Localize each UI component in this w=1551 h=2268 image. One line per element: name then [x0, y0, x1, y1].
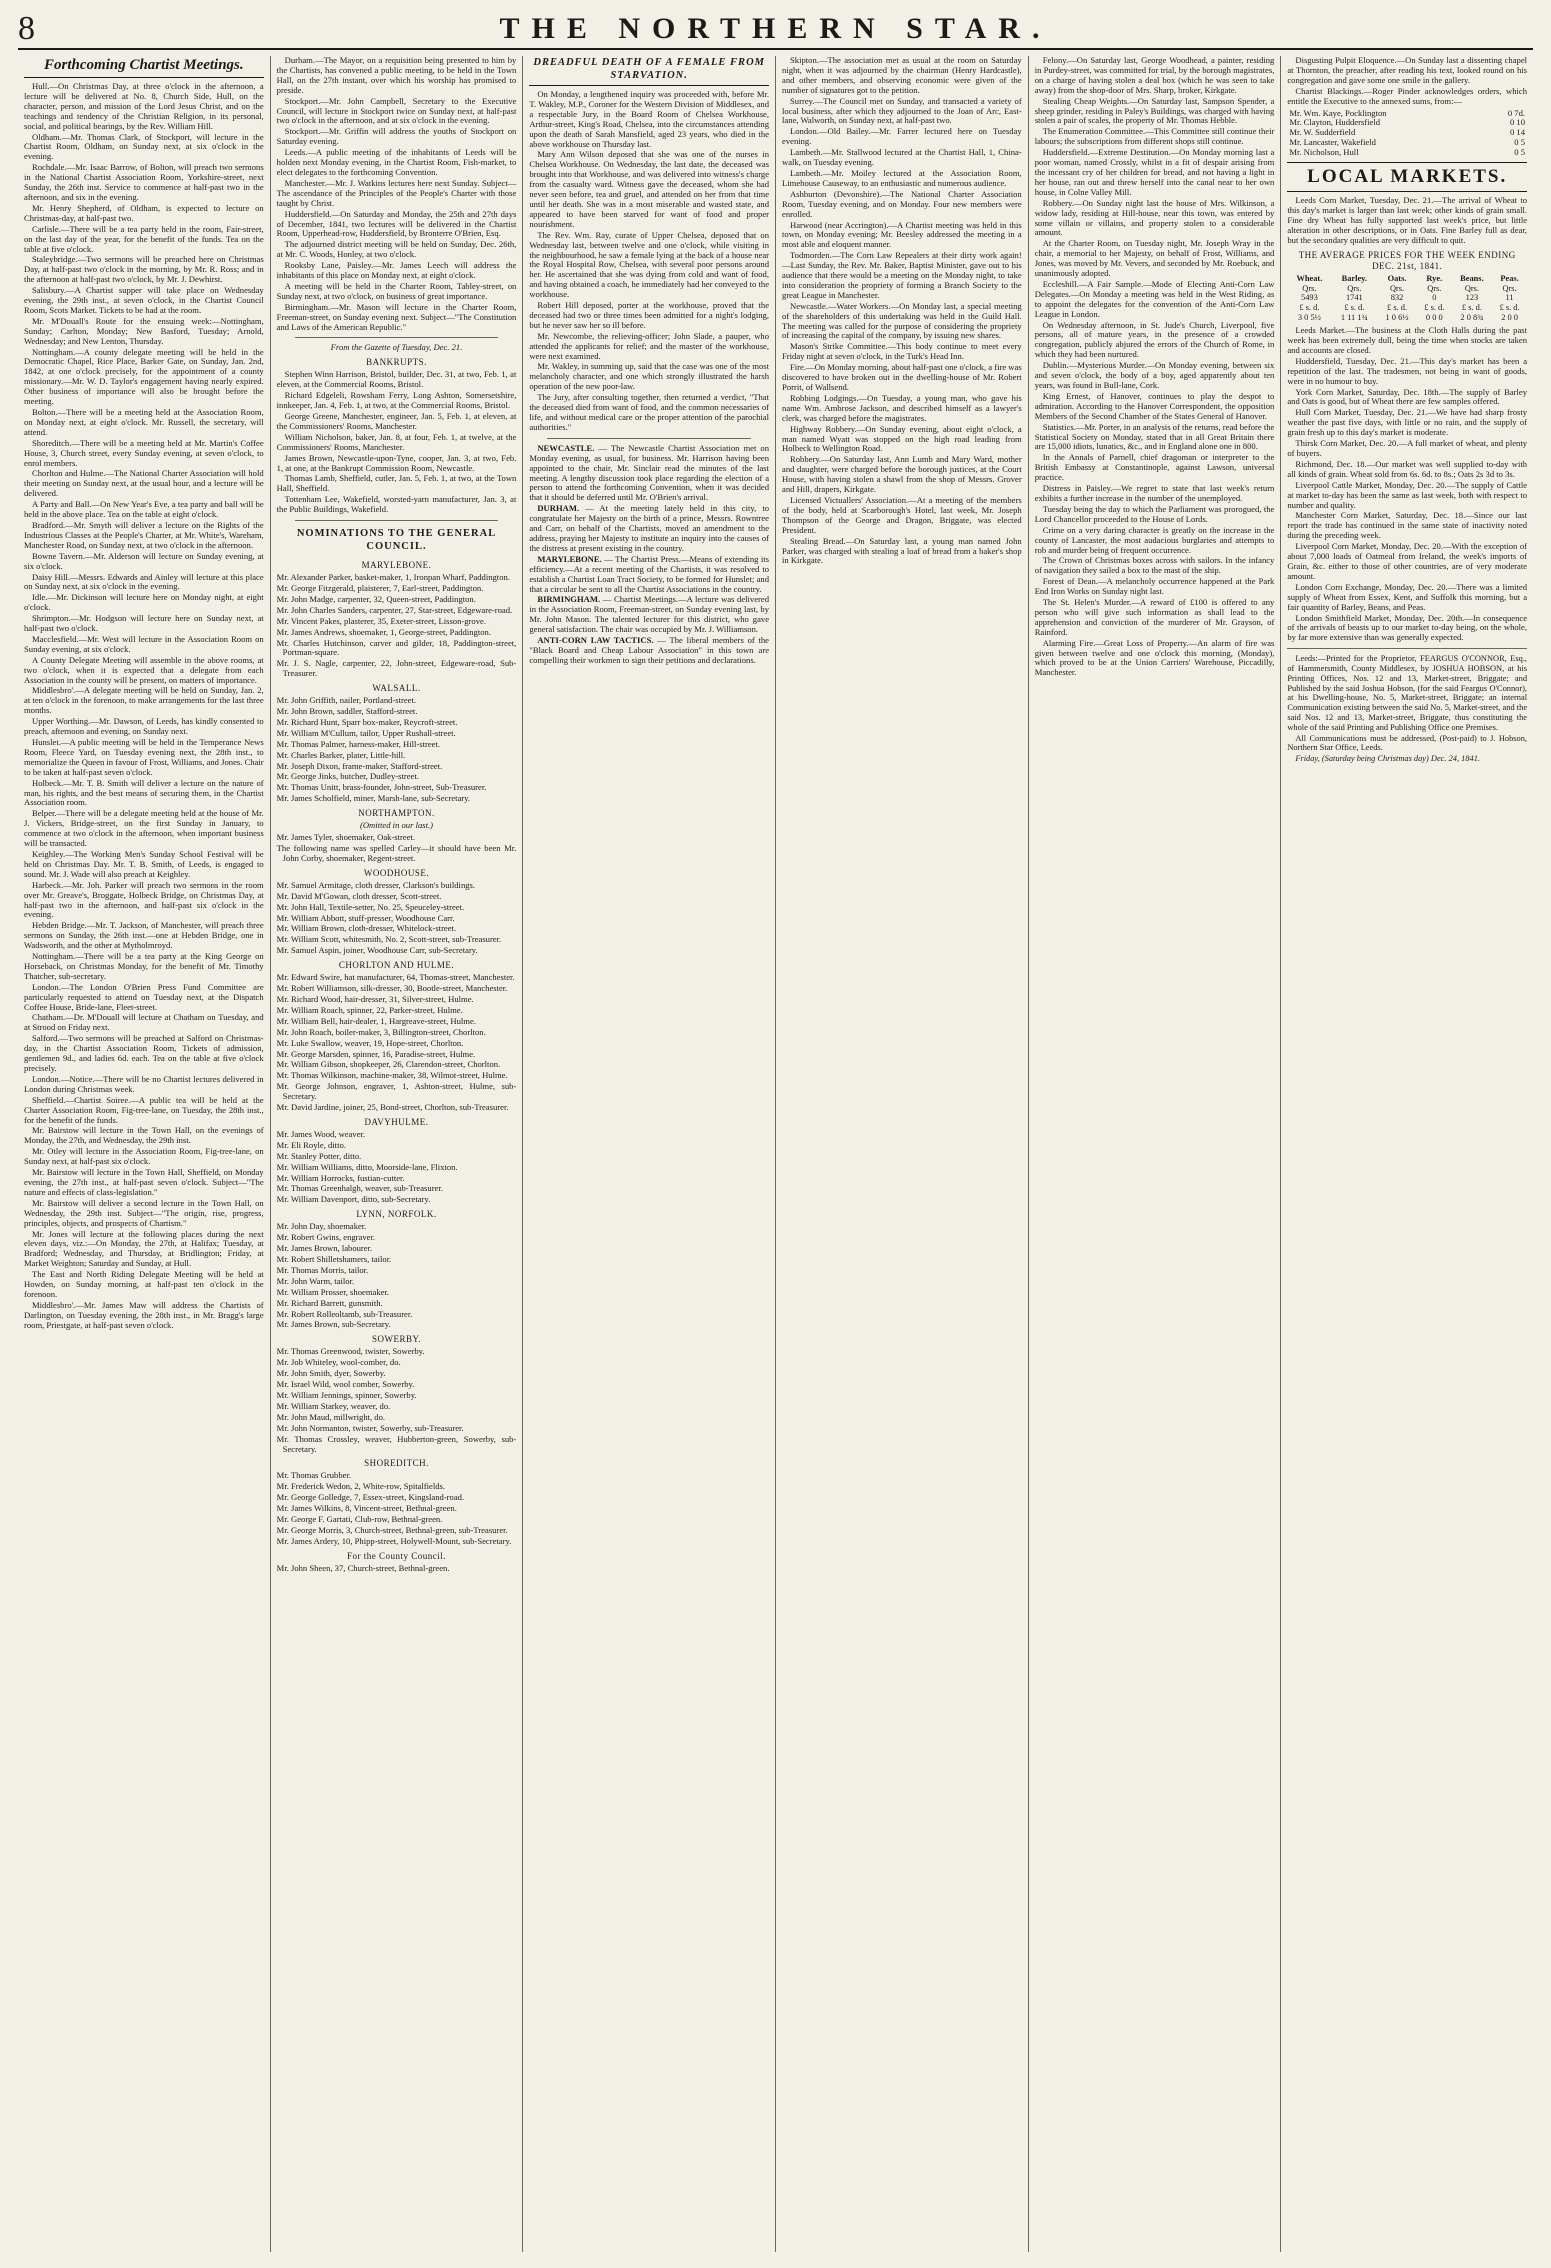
nomination-entry: Mr. William Williams, ditto, Moorside-lane, Flixton. [276, 1161, 458, 1172]
meeting-notice: Middlesbro'.—Mr. James Maw will address the Chartists of Darlington, on Tuesday evening, the 28th inst., in Mr. Bragg's large room, Priestgate, at half-past seven o'clock. [24, 1299, 264, 1330]
averages-cell: 123 [1465, 293, 1479, 303]
column-4 [775, 56, 1028, 2252]
nomination-place: SOWERBY. [371, 1334, 422, 1345]
meeting-notice: Middlesbro'.—A delegate meeting will be held on Sunday, Jan. 2, at ten o'clock in the forenoon, to make arrangements for the last three months. [24, 685, 264, 716]
averages-cell: Rye. [1426, 273, 1443, 283]
nomination-entry: Mr. Thomas Morris, tailor. [276, 1264, 369, 1275]
nomination-entry: Mr. William Roach, spinner, 22, Parker-street, Hulme. [276, 1004, 463, 1015]
news-item: Harwood (near Accrington).—A Chartist meeting was held in this town, on Monday evening; Mr. Beesley addressed the meeting in a most able and eloquent manner. [782, 219, 1022, 250]
nomination-entry: Mr. Richard Hunt, Sparr box-maker, Reycroft-street. [276, 716, 458, 727]
news-item: Robbery.—On Saturday last, Ann Lumb and Mary Ward, mother and daughter, were charged before the borough justices, at the Court House, with having stolen a shawl from the shop of Messrs. Grover and Hill, drapers, Kirkgate. [782, 454, 1022, 495]
news-item: Forest of Dean.—A melancholy occurrence happened at the Park End Iron Works on Sunday night last. [1034, 576, 1275, 597]
averages-cell: 11 [1505, 293, 1514, 303]
news-item: Felony.—On Saturday last, George Woodhead, a painter, residing in Purdey-street, was committed for trial, by the borough magistrates, on a charge of having stolen a deal box (which he was seen to take away) from the shop-door of Mrs. Sharp, broker, Kirkgate. [1034, 56, 1275, 95]
averages-cell: £ s. d. [1299, 303, 1320, 313]
news-item: Chartist Blackings.—Roger Pinder acknowledges orders, which entitle the Executive to the annexed sums, from:— [1287, 85, 1528, 106]
meeting-notice: Bolton.—There will be a meeting held at the Association Room, on Monday next, at eight o'clock. Mr. Russell, the secretary, will attend. [24, 407, 264, 437]
imprint: Leeds:—Printed for the Proprietor, FEARGUS O'CONNOR, Esq., of Hammersmith, County Middlesex, by JOSHUA HOBSON, at his Printing Offices, Nos. 12 and 13, Market-street, Briggate; and Published by the said Joshua Hobson, (for the said Feargus O'Connor), at his Dwelling-house, No. 5, Market-street, Briggate; an internal Communication existing between the said No. 5, Market-street, and the said Nos. 12 and 13, Market-street, Briggate, thus constituting the whole of the said Printing and Publishing Office one Premises. [1287, 654, 1528, 732]
news-item: Eccleshill.—A Fair Sample.—Mode of Electing Anti-Corn Law Delegates.—On Monday a meeting was held in the West Riding, as to appoint the delegates for the convention of the Anti-Corn Law League in London. [1034, 278, 1275, 319]
district-text: At the meeting lately held in this city, to congratulate her Majesty on the birth of a prince, Messrs. Rowntree and Carr, on behalf of the Chartists, moved an amendment to the address, praying her Majesty to institute an inquiry into the causes of the distress at present existing in the country. [529, 503, 770, 553]
averages-cell: 1 11 1¾ [1340, 313, 1368, 323]
starvation-article [529, 90, 769, 433]
meeting-notice: The adjourned district meeting will be held on Sunday, Dec. 26th, at Mr. C. Woods, Honley, at two o'clock. [276, 239, 517, 260]
meeting-notice: Mr. Henry Shepherd, of Oldham, is expected to lecture on Christmas-day, at half-past two. [24, 202, 264, 223]
meeting-notice: Manchester.—Mr. J. Watkins lectures here next Sunday. Subject—The ascendance of the Principles of the People's Charter with those taught by Christ. [276, 177, 517, 208]
news-item: Robbery.—On Sunday night last the house of Mrs. Wilkinson, a widow lady, residing at Hill-house, near this town, was entered by some villain or villains, and property stolen to a considerable amount. [1034, 197, 1275, 238]
article-paragraph: Robert Hill deposed, porter at the workhouse, proved that the deceased had two or three times been admitted for a night's lodging, but he never saw her so ill before. [529, 300, 770, 330]
market-report: Leeds Market.—The business at the Cloth Halls during the past week has been extremely dull, being the time when stocks are taken and accounts are closed. [1287, 325, 1528, 355]
nomination-entry: Mr. Israel Wild, wool comber, Sowerby. [276, 1379, 415, 1390]
district-text: Chartist Meetings.—A lecture was delivered in the Association Room, Freeman-street, on Sunday evening last, by Mr. John Mason. The talented lecturer for this district, who gave general satisfaction. The chair was occupied by Mr. J. Williamson. [529, 594, 770, 635]
nomination-entry: Mr. George Marsden, spinner, 16, Paradise-street, Hulme. [276, 1048, 476, 1059]
meeting-notice: The East and North Riding Delegate Meeting will be held at Howden, on Sunday morning, at half-past ten o'clock in the forenoon. [24, 1269, 264, 1299]
imprint-date: Friday, (Saturday being Christmas day) Dec. 24, 1841. [1295, 754, 1480, 764]
nomination-entry: Mr. Stanley Potter, ditto. [276, 1150, 362, 1161]
averages-row [1287, 293, 1527, 303]
meeting-notice: London.—Notice.—There will be no Chartist lectures delivered in London during Christmas week. [24, 1073, 264, 1094]
news-item: The St. Helen's Murder.—A reward of £100 is offered to any person who will give such information as shall lead to the apprehension and conviction of the murderer of Mr. Grayson, of Rainford. [1034, 597, 1275, 637]
nomination-entry: The following name was spelled Carley—it should have been Mr. John Corby, shoemaker, Regent-street. [276, 843, 517, 863]
nomination-entry: Mr. James Tyler, shoemaker, Oak-street. [276, 832, 416, 843]
bankrupt-entry: Thomas Lamb, Sheffield, cutler, Jan. 5, Feb. 1, at two, at the Town Hall, Sheffield. [276, 473, 517, 494]
nomination-entry: Mr. Joseph Dixon, frame-maker, Stafford-street. [276, 760, 443, 771]
news-item: Skipton.—The association met as usual at the room on Saturday night, when it was adjourned by the chairman (Henry Hardcastle), and other members, and observing economic were given of the number of signatures got to the petition. [782, 56, 1022, 95]
nomination-entry: Mr. Richard Barrett, gunsmith. [276, 1297, 383, 1308]
averages-cell: £ s. d. [1499, 303, 1520, 313]
meeting-notice: Shrimpton.—Mr. Hodgson will lecture here on Sunday next, at half-past two o'clock. [24, 613, 264, 634]
meeting-notice: Nottingham.—There will be a tea party at the King George on Horseback, on Christmas Monday, for the benefit of Mr. Timothy Thatcher, sub-secretary. [24, 951, 264, 981]
meeting-notice: London.—The London O'Brien Press Fund Committee are particularly requested to attend on Tuesday next, at the Dispatch Coffee House, Bride-lane, Fleet-street. [24, 981, 264, 1012]
subscription-amount: 0 10 [1509, 117, 1526, 128]
nomination-entry: Mr. James Brown, labourer. [276, 1243, 373, 1254]
divider [1287, 648, 1527, 649]
meeting-notice: Salisbury.—A Chartist supper will take place on Wednesday evening, the 29th inst., at seven o'clock, in the Chartist Council Room, Scots Market. Tickets to be had at the room. [24, 285, 264, 315]
averages-cell: 2 0 0 [1501, 313, 1518, 323]
averages-cell: Oats. [1387, 273, 1407, 283]
meeting-notice: Idle.—Mr. Dickinson will lecture here on Monday night, at eight o'clock. [24, 592, 264, 613]
news-item: Mason's Strike Committee.—This body continue to meet every Friday night at seven o'clock, in the Turk's Head Inn. [782, 341, 1022, 362]
nomination-entry: Mr. Charles Barker, plater, Little-hill. [276, 749, 406, 760]
leeds-corn-report: Leeds Corn Market, Tuesday, Dec. 21.—The arrival of Wheat to this day's market is larger than last week; other kinds of grain small. Fine dry Wheat has fully supported last week's price, but little alteration in other descriptions, or in Oats. Fine Barley full as dear, but the secondary qualities are very difficult to quit. [1287, 195, 1528, 245]
bankrupt-entry: William Nicholson, baker, Jan. 8, at four, Feb. 1, at twelve, at the Commissioners' Rooms, Manchester. [276, 431, 517, 452]
nomination-entry: Mr. Thomas Greenhalgh, weaver, sub-Treasurer. [276, 1183, 443, 1194]
nomination-entry: Mr. George Jinks, butcher, Dudley-street. [276, 771, 419, 782]
averages-row [1287, 284, 1527, 294]
meeting-notice: Rooksby Lane, Paisley.—Mr. James Leech will address the inhabitants of this place on Monday next, at eight o'clock. [276, 260, 517, 281]
nomination-entry: Mr. John Normanton, twister, Sowerby, sub-Treasurer. [276, 1422, 464, 1433]
news-item: Ashburton (Devonshire).—The National Charter Association Room, Tuesday evening, and on Monday. Four new members were enrolled. [782, 188, 1022, 219]
district-reports [529, 444, 769, 666]
nomination-place: MARYLEBONE. [361, 560, 432, 571]
meeting-notice: Chatham.—Dr. M'Douall will lecture at Chatham on Tuesday, and at Strood on Friday next. [24, 1012, 264, 1033]
nomination-entry: Mr. Richard Wood, hair-dresser, 31, Silver-street, Hulme. [276, 993, 474, 1004]
meeting-notice: Oldham.—Mr. Thomas Clark, of Stockport, will lecture in the Chartist Room, Oldham, on Sunday next, at six o'clock in the evening. [24, 131, 264, 162]
averages-cell: Qrs. [1347, 283, 1362, 293]
meeting-notice: Bowne Tavern.—Mr. Alderson will lecture on Sunday evening, at six o'clock. [24, 550, 264, 571]
district-report: BIRMINGHAM. — Chartist Meetings.—A lecture was delivered in the Association Room, Freeman-street, on Sunday evening last, by Mr. John Mason. The talented lecturer for this district, who gave general satisfaction. The chair was occupied by Mr. J. Williamson. [529, 594, 770, 635]
article-paragraph: Mr. Wakley, in summing up, said that the case was one of the most melancholy character, and one which strongly illustrated the harsh operation of the new poor-law. [529, 361, 770, 392]
nomination-entry: Mr. William Abbott, stuff-presser, Woodhouse Carr. [276, 912, 455, 923]
bankrupt-entry: Richard Edgeleli, Rowsham Ferry, Long Ashton, Somersetshire, innkeeper, Jan. 4, Feb. 1, at two, at the Commercial Rooms, Bristol. [276, 390, 517, 411]
meeting-notice: Staleybridge.—Two sermons will be preached here on Christmas Day, at half-past two o'clock in the morning, by Mr. R. Ross; and in the afternoon at half-past two o'clock, by Mr. J. Dewhirst. [24, 254, 264, 285]
averages-cell: 1741 [1345, 293, 1363, 303]
averages-cell: 5493 [1301, 293, 1318, 303]
nomination-entry: Mr. John Sheen, 37, Church-street, Bethnal-green. [276, 1562, 450, 1573]
news-item: At the Charter Room, on Tuesday night, Mr. Joseph Wray in the chair, a memorial to her Majesty, on behalf of Frost, Williams, and Jones, was moved by Mr. Vevers, and seconded by Mr. Roebuck, and unanimously adopted. [1034, 238, 1275, 279]
averages-row [1287, 313, 1527, 323]
news-item: Crime on a very daring character is greatly on the increase in the county of Lancaster, the most audacious burglaries and attempts to rob and murder being of frequent occurrence. [1034, 524, 1275, 555]
meeting-notice: Mr. Jones will lecture at the following places during the next eleven days, viz.:—On Monday, the 27th, at Halifax; Tuesday, at Bradford; Wednesday, and Thursday, at Bridlington; Friday, at Market Weighton; Saturday and Sunday, at Hull. [24, 1228, 264, 1269]
nomination-entry: Mr. James Wood, weaver. [276, 1128, 366, 1139]
nominations-heading: NOMINATIONS TO THE GENERAL COUNCIL. [296, 528, 497, 553]
district-text: The Newcastle Chartist Association met on Monday evening, as usual, for business. Mr. Harrison having been appointed to the chair, Mr. Sinclair read the minutes of the last meeting. A lengthy discussion took place regarding the election of a person to attend the forthcoming Convention, when it was decided that it should be deferred until Mr. O'Brien's arrival. [529, 442, 770, 503]
news-item: Alarming Fire.—Great Loss of Property.—An alarm of fire was given between twelve and one o'clock this morning, (Monday), which proved to be at the Union Carriers' Warehouse, Piccadilly, Manchester. [1034, 637, 1275, 678]
meeting-notice: Birmingham.—Mr. Mason will lecture in the Charter Room, Freeman-street, on Sunday evening next. Subject—"The Constitution and Laws of the American Republic." [276, 301, 517, 332]
nomination-entry: Mr. John Maud, millwright, do. [276, 1411, 386, 1422]
article-paragraph: The Rev. Wm. Ray, curate of Upper Chelsea, deposed that on Wednesday last, between twelve and one o'clock, while visiting in the neighbourhood, he saw a female lying at the back of a house near the Royal Hospital Row, Chelsea, with several poor persons around her. He ascertained that she was dying from cold and want of food, and having obtained a coach, he immediately had her conveyed to the workhouse. [529, 229, 770, 300]
meetings-list [24, 82, 264, 1331]
market-report: London Smithfield Market, Monday, Dec. 20th.—In consequence of the arrivals of beasts up to our market to-day being, on the whole, by far more extensive than was generally expected. [1287, 612, 1528, 643]
averages-cell: Qrs. [1389, 283, 1405, 293]
masthead [18, 10, 1533, 50]
nomination-entry: Mr. Thomas Grubber. [276, 1470, 351, 1481]
market-report: Thirsk Corn Market, Dec. 20.—A full market of wheat, and plenty of buyers. [1287, 438, 1528, 458]
article-paragraph: On Monday, a lengthened inquiry was proceeded with, before Mr. T. Wakley, M.P., Coroner for the Western Division of Middlesex, and a respectable Jury, in the Board Room of Chelsea Workhouse, Arthur-street, King's Road, Chelsea, into the circumstances attending upon the death of Sarah Mansfield, aged 23 years, who died in the above workhouse on Thursday last. [529, 89, 770, 149]
subscription-amount: 0 5 [1514, 137, 1526, 148]
averages-row [1287, 274, 1527, 284]
divider [295, 520, 499, 521]
meeting-notice: Chorlton and Hulme.—The National Charter Association will hold their meeting on Sunday next, at the usual hour, and a lecture will be delivered. [24, 468, 264, 499]
news-item: Todmorden.—The Corn Law Repealers at their dirty work again!—Last Sunday, the Rev. Mr. Baker, Baptist Minister, gave out to his audience that there would be a meeting on the Monday night, to take into consideration the propriety of forming a Branch Society to the great League in Manchester. [782, 250, 1022, 300]
meeting-notice: A County Delegate Meeting will assemble in the above rooms, at two o'clock, when it is expected that a delegate from each Association in the county will be present, on matters of importance. [24, 654, 264, 685]
news-item: Fire.—On Monday morning, about half-past one o'clock, a fire was discovered to have broken out in the dwelling-house of Mr. Robert Porrit, of Wallsend. [782, 362, 1022, 392]
nomination-entry: Mr. Robert Shilletshamers, tailor. [276, 1254, 392, 1264]
subscription-amount: 0 5 [1514, 147, 1526, 158]
news-item: Newcastle.—Water Workers.—On Monday last, a special meeting of the shareholders of this undertaking was held in the Guild Hall. The meeting was called for the purpose of considering the propriety of increasing the capital of the company, by issuing new shares. [782, 300, 1022, 341]
market-report: Richmond, Dec. 18.—Our market was well supplied to-day with all kinds of grain. Wheat sold from 6s. 6d. to 8s.; Oats 2s 3d to 3s. [1287, 458, 1528, 479]
nomination-place: NORTHAMPTON. [358, 808, 435, 819]
averages-cell: Peas. [1500, 273, 1519, 283]
meeting-notice: Harbeck.—Mr. Joh. Parker will preach two sermons in the room over Mr. Greave's, Broggate, Holbeck Bridge, on Christmas Day, at half-past two in the afternoon, and half-past six o'clock in the evening. [24, 879, 264, 920]
nomination-entry: Mr. John Day, shoemaker. [276, 1221, 367, 1232]
nomination-entry: Mr. Thomas Greenwood, twister, Sowerby. [276, 1346, 425, 1357]
meeting-notice: Keighley.—The Working Men's Sunday School Festival will be held on Christmas Day. Mr. T. B. Smith, of Leeds, is engaged to sound. Mr. J. Wade will also preach at Keighley. [24, 848, 264, 879]
market-report: York Corn Market, Saturday, Dec. 18th.—The supply of Barley and Oats is good, but of Wheat there are few samples offered. [1287, 386, 1528, 407]
market-report: Hull Corn Market, Tuesday, Dec. 21.—We have had sharp frosty weather the past five days, with little or no rain, and the supply of grain fresh up to this day's market is moderate. [1287, 407, 1528, 438]
starvation-heading: DREADFUL DEATH OF A FEMALE FROM STARVATION. [529, 56, 769, 86]
averages-cell: Beans. [1460, 273, 1484, 283]
nomination-entry: Mr. J. S. Nagle, carpenter, 22, John-street, Edgeware-road, Sub-Treasurer. [276, 658, 517, 679]
averages-cell: 3 0 5½ [1297, 313, 1321, 323]
news-item: London.—Old Bailey.—Mr. Farrer lectured here on Tuesday evening. [782, 126, 1022, 147]
nomination-entry: Mr. John Brown, saddler, Stafford-street. [276, 706, 418, 717]
nomination-entry: Mr. George Johnson, engraver, 1, Ashton-street, Hulme, sub-Secretary. [276, 1081, 517, 1102]
subscriber-name: Mr. Nicholson, Hull [1289, 147, 1359, 158]
news-item: Distress in Paisley.—We regret to state that last week's return exhibits a further increase in the number of the unemployed. [1034, 483, 1275, 503]
nomination-entry: Mr. William Starkey, weaver, do. [276, 1400, 391, 1411]
averages-cell: 2 0 8¾ [1460, 313, 1484, 323]
news-item: King Ernest, of Hanover, continues to play the despot to admiration. According to the Hanover Correspondent, the opposition Members of the Second Chamber of the States General of Hanover. [1034, 390, 1275, 421]
averages-cell: £ s. d. [1424, 303, 1445, 313]
nomination-entry: Mr. John Hall, Textile-setter, No. 25, Speuceley-street. [276, 901, 465, 912]
news-item: Stealing Bread.—On Saturday last, a young man named John Parker, was charged with stealing a loaf of bread from a baker's shop in Kirkgate. [782, 535, 1022, 566]
subscription-amount: 0 7d. [1507, 107, 1526, 118]
news-item: Tuesday being the day to which the Parliament was prorogued, the Lord Chancellor proceeded to the House of Lords. [1034, 503, 1275, 524]
divider [295, 337, 499, 338]
nomination-entry: Mr. George Morris, 3, Church-street, Bethnal-green, sub-Treasurer. [276, 1524, 508, 1535]
nomination-footer: For the County Council. [347, 1550, 446, 1561]
meeting-notice: Leeds.—A public meeting of the inhabitants of Leeds will be holden next Monday evening, in the Chartist Room, Fish-market, to elect delegates to the forthcoming Convention. [276, 147, 517, 177]
nomination-entry: Mr. James Andrews, shoemaker, 1, George-street, Paddington. [276, 626, 491, 637]
column-1 [18, 56, 270, 2252]
averages-cell: £ s. d. [1461, 303, 1482, 313]
nomination-entry: Mr. William Davenport, ditto, sub-Secretary. [276, 1194, 431, 1205]
nomination-entry: Mr. James Scholfield, miner, Marsh-lane, sub-Secretary. [276, 793, 471, 804]
nomination-place: WALSALL. [372, 683, 421, 694]
nomination-entry: Mr. Alexander Parker, basket-maker, 1, Ironpan Wharf, Paddington. [276, 572, 510, 583]
meeting-notice: Stockport.—Mr. John Campbell, Secretary to the Executive Council, will lecture in Stockport twice on Sunday next, at half-past two o'clock in the afternoon, and at six o'clock in the evening. [276, 95, 517, 126]
news-item: Disgusting Pulpit Eloquence.—On Sunday last a dissenting chapel at Thornton, the preacher, after reading his text, looked round on his congregation and gave some one smile in the gallery. [1287, 56, 1528, 85]
meeting-notice: Mr. Otley will lecture in the Association Room, Fig-tree-lane, on Sunday next, at half-past six o'clock. [24, 1146, 264, 1167]
nomination-entry: Mr. Samuel Aspin, joiner, Woodhouse Carr, sub-Secretary. [276, 945, 478, 956]
nomination-entry: Mr. George Fitzgerald, plaisterer, 7, Earl-street, Paddington. [276, 582, 484, 593]
nomination-entry: Mr. William Scott, whitesmith, No. 2, Scott-street, sub-Treasurer. [276, 934, 502, 945]
district-name: ANTI-CORN LAW TACTICS. [537, 635, 654, 646]
district-report: ANTI-CORN LAW TACTICS. — The liberal members of the "Black Board and Cheap Labour Association" in this town are compelling their workmen to sign their petitions and declarations. [529, 635, 770, 665]
section-heading-meetings: Forthcoming Chartist Meetings. [24, 56, 264, 78]
news-item: Lambeth.—Mr. Stallwood lectured at the Chartist Hall, 1, China-walk, on Tuesday evening. [782, 147, 1022, 168]
meeting-notice: Carlisle.—There will be a tea party held in the room, Fair-street, on the last day of the year, for the benefit of the funds. Tea on the table at five o'clock. [24, 223, 264, 254]
meeting-notice: Hunslet.—A public meeting will be held in the Temperance News Room, Fleece Yard, on Tuesday evening next, the 28th inst., to memorialize the Queen in favour of Frost, Williams, and Jones. Chair to be taken at half-past seven o'clock. [24, 737, 264, 777]
meeting-notice: Shoreditch.—There will be a meeting held at Mr. Martin's Coffee House, 3, Church street, every Sunday evening, at seven o'clock, to enrol members. [24, 437, 264, 468]
meeting-notice: A Party and Ball.—On New Year's Eve, a tea party and ball will be held in the above place. Tea on the table at eight o'clock. [24, 499, 264, 520]
nomination-entry: Mr. George F. Gartati, Club-row, Bethnal-green. [276, 1514, 443, 1525]
meeting-notice: Rochdale.—Mr. Isaac Barrow, of Bolton, will preach two sermons in the National Chartist Association Room, Yorkshire-street, next Sunday, the 26th inst. Service to commence at half-past two in the afternoon, and six in the evening. [24, 162, 264, 202]
news-item: Stealing Cheap Weights.—On Saturday last, Sampson Spender, a sheep grinder, residing in Paley's Buildings, was charged with having stolen a pair of scales, the property of Mr. Thomas Hebble. [1034, 95, 1275, 126]
nomination-note: (Omitted in our last.) [359, 820, 434, 831]
subscriptions-table [1287, 109, 1527, 159]
news-item: Robbing Lodgings.—On Tuesday, a young man, who gave his name Wm. Ambrose Jackson, and described himself as a lawyer's clerk, was charged before the magistrates. [782, 392, 1022, 423]
article-paragraph: Mr. Newcombe, the relieving-officer; John Slade, a pauper, who attended the applicants for relief; and the master of the workhouse, were next examined. [529, 330, 770, 361]
meeting-notice: Huddersfield.—On Saturday and Monday, the 25th and 27th days of December, 1841, two lectures will be delivered in the Chartist Room, Upperhead-row, Huddersfield, by Bronterre O'Brien, Esq. [276, 208, 517, 239]
meeting-notice: Holbeck.—Mr. T. B. Smith will deliver a lecture on the nature of man, his rights, and the best means of securing them, in the Chartist Association room. [24, 777, 264, 808]
notices-list [277, 56, 517, 332]
nomination-entry: Mr. Robert Williamson, silk-dresser, 30, Bootle-street, Manchester. [276, 983, 508, 994]
district-report: MARYLEBONE. — The Chartist Press.—Means of extending its efficiency.—At a recent meeting of the Chartists, it was resolved to establish a Chartist Loan Tract Society, to be formed for Hunslet; and that a circular be sent to all the Chartist Associations in the country. [529, 553, 770, 594]
news-item: The Enumeration Committee.—This Committee still continue their labours; the subscriptions from different shops still continue. [1034, 126, 1275, 147]
meeting-notice: Mr. Bairstow will lecture in the Town Hall, Sheffield, on Monday evening, the 27th inst., at half-past seven o'clock. Subject—"The nature and effects of class-legislation." [24, 1167, 264, 1197]
market-report: Manchester Corn Market, Saturday, Dec. 18.—Since our last report the trade has continued in the same state of inactivity noted during the preceding week. [1287, 510, 1528, 541]
news-item: Licensed Victuallers' Association.—At a meeting of the members of the body, held at Scarborough's Hotel, last week, Mr. Joseph Thompson of the George and Dragon, Briggate, was elected President. [782, 494, 1022, 535]
averages-cell: 1 0 6½ [1385, 313, 1409, 323]
news-item: Highway Robbery.—On Sunday evening, about eight o'clock, a man named Wyatt was stopped on the high road leading from Holbeck to Wellington Road. [782, 423, 1022, 454]
nomination-entry: Mr. John Warm, tailor. [276, 1275, 355, 1286]
averages-cell: Qrs. [1427, 283, 1442, 293]
article-paragraph: Mary Ann Wilson deposed that she was one of the nurses in Chelsea Workhouse. On Wednesday, the last date, the deceased was brought into that Workhouse, and was delivered into witness's charge from the casualty ward. Witness gave the deceased, whom she had never seen before, tea and gruel, and attended on her from that time until her death. She was in a most miserable and wasted state, and appeared to have been starved for want of food and proper nourishment. [529, 149, 770, 229]
averages-cell: 0 0 0 [1425, 313, 1443, 323]
nomination-entry: Mr. David Jardine, joiner, 25, Bond-street, Chorlton, sub-Treasurer. [276, 1102, 509, 1113]
averages-heading: THE AVERAGE PRICES FOR THE WEEK ENDING DEC. 21st, 1841. [1298, 249, 1516, 271]
nomination-entry: Mr. Luke Swallow, weaver, 19, Hope-street, Chorlton. [276, 1037, 464, 1048]
nomination-entry: Mr. William Prosser, shoemaker. [276, 1286, 389, 1297]
averages-cell: Qrs. [1302, 283, 1317, 293]
nomination-entry: Mr. Thomas Crossley, weaver, Hubberton-green, Sowerby, sub-Secretary. [276, 1433, 517, 1454]
nomination-entry: Mr. Thomas Palmer, harness-maker, Hill-street. [276, 738, 441, 749]
nomination-entry: Mr. Samuel Armitage, cloth dresser, Clarkson's buildings. [276, 879, 476, 890]
local-markets-heading: LOCAL MARKETS. [1287, 162, 1527, 192]
divider [547, 438, 751, 439]
news-item: Lambeth.—Mr. Moiley lectured at the Association Room, Limehouse Causeway, to an enthusiastic and numerous audience. [782, 167, 1022, 188]
market-report: Liverpool Cattle Market, Monday, Dec. 20.—The supply of Cattle at market to-day has been the same as last week, both with respect to number and quality. [1287, 479, 1528, 510]
gazette-dateline: From the Gazette of Tuesday, Dec. 21. [330, 342, 463, 353]
nomination-entry: Mr. Robert Rolleoltamb, sub-Treasurer. [276, 1308, 413, 1319]
nomination-entry: Mr. Job Whiteley, wool-comber, do. [276, 1357, 401, 1368]
nomination-entry: Mr. William Brown, cloth-dresser, Whitelock-street. [276, 923, 457, 934]
averages-cell: Qrs. [1502, 283, 1517, 293]
district-text: The liberal members of the "Black Board and Cheap Labour Association" in this town are compelling their workmen to sign their petitions and declarations. [529, 635, 770, 665]
meeting-notice: Hull.—On Christmas Day, at three o'clock in the afternoon, a lecture will be delivered at No. 8, Church Side, Hull, on the character, person, and mission of the Lord Jesus Christ, and on the teachings and tendency of the Christian Religion, in its personal, social, and political bearings, by the Rev. William Hill. [24, 81, 264, 131]
news-item: Statistics.—Mr. Porter, in an analysis of the returns, read before the Statistical Society on Monday, stated that in all Great Britain there are 15,000 idiots, lunatics, &c., and in England alone one in 800. [1034, 421, 1275, 452]
meeting-notice: A meeting will be held in the Charter Room, Tabley-street, on Sunday next, at two o'clock, on business of great importance. [276, 280, 517, 301]
meeting-notice: Mr. Bairstow will lecture in the Town Hall, on the evenings of Monday, the 27th, and Wednesday, the 29th inst. [24, 1125, 264, 1146]
column-6 [1280, 56, 1533, 2252]
meeting-notice: Salford.—Two sermons will be preached at Salford on Christmas-day, in the Chartist Association Room, Tickets of admission, gentlemen 9d., and ladies 6d. each. Tea on the table at five o'clock precisely. [24, 1033, 264, 1073]
meeting-notice: Daisy Hill.—Messrs. Edwards and Ainley will lecture at this place on Sunday next, at six o'clock in the evening. [24, 571, 264, 592]
market-report: Liverpool Corn Market, Monday, Dec. 20.—With the exception of about 7,000 loads of Oatmeal from Ireland, the week's imports of Grain, &c. either to those of other countries, are of very moderate amount. [1287, 541, 1528, 581]
nomination-entry: Mr. Thomas Wilkinson, machine-maker, 38, Wilmot-street, Hulme. [276, 1070, 508, 1081]
subscriber-name: Mr. Wm. Kaye, Pocklington [1289, 107, 1387, 118]
news-item: Huddersfield.—Extreme Destitution.—On Monday morning last a poor woman, named Crossly, whilst in a fit of despair arising from the incessant cry of her children for bread, and not having a light in her house, ran out and threw herself into the canal near to her own house, in Colne Valley Mill. [1034, 147, 1275, 197]
market-reports [1287, 326, 1527, 643]
nomination-entry: Mr. David M'Gowan, cloth dresser, Scott-street. [276, 890, 442, 901]
bankrupt-entry: George Greene, Manchester, engineer, Jan. 5, Feb. 1, at eleven, at the Commissioners' Rooms, Manchester. [276, 411, 517, 431]
page-number: 8 [18, 10, 35, 47]
averages-cell: 832 [1390, 293, 1404, 303]
bankrupt-entry: James Brown, Newcastle-upon-Tyne, cooper, Jan. 3, at two, Feb. 1, at one, at the Bankrupt Commission Room, Newcastle. [276, 452, 517, 473]
meeting-notice: Stockport.—Mr. Griffin will address the youths of Stockport on Saturday evening. [276, 126, 517, 147]
column-3 [522, 56, 775, 2252]
bankrupts-list [277, 370, 517, 515]
market-report: Huddersfield, Tuesday, Dec. 21.—This day's market has been a repetition of the last. The tradesmen, not being in want of goods, were in no humour to buy. [1287, 355, 1528, 386]
nomination-entry: Mr. Edward Swire, hat manufacturer, 64, Thomas-street, Manchester. [276, 972, 515, 983]
averages-row [1287, 303, 1527, 313]
nomination-entry: Mr. Thomas Unitt, brass-founder, John-street, Sub-Treasurer. [276, 782, 487, 793]
nomination-entry: Mr. Robert Gwins, engraver. [276, 1232, 376, 1243]
news-item: The Crown of Christmas boxes across with sailors. In the infancy of navigation they sailed a box to the mast of the ship. [1034, 555, 1275, 576]
news-item: In the Annals of Parnell, chief dragoman or interpreter to the British Embassy at Constantinople, against Lawson, universal practice. [1034, 452, 1275, 483]
meeting-notice: Durham.—The Mayor, on a requisition being presented to him by the Chartists, has convened a public meeting, to be held in the Town Hall, on the 27th instant, over which his worship has promised to preside. [276, 56, 517, 95]
local-news-list [782, 56, 1022, 566]
columns [18, 56, 1533, 2252]
news-item: Dublin.—Mysterious Murder.—On Monday evening, between six and seven o'clock, the body of a boy, aged apparently about ten years, was found in Bull-lane, Cork. [1034, 360, 1275, 390]
subscriber-name: Mr. Clayton, Huddersfield [1289, 117, 1381, 128]
nomination-entry: Mr. John Griffith, nailer, Portland-street. [276, 695, 417, 706]
meeting-notice: Nottingham.—A county delegate meeting will be held in the Democratic Chapel, Rice Place, Barker Gate, on Sunday, Jan. 2nd, 1842, at one o'clock precisely, for the appointment of a county missionary.—Mr. W. D. Taylor's engagement having nearly expired. Other business of importance will also be brought before the meeting. [24, 346, 264, 407]
meeting-notice: Macclesfield.—Mr. West will lecture in the Association Room on Sunday evening, at six o'clock. [24, 633, 264, 654]
nomination-entry: Mr. William Gibson, shopkeeper, 26, Clarendon-street, Chorlton. [276, 1059, 501, 1070]
nomination-place: SHOREDITCH. [364, 1458, 429, 1469]
bankrupt-entry: Tottenham Lee, Wakefield, worsted-yarn manufacturer, Jan. 3, at the Public Buildings, Wakefield. [276, 494, 517, 515]
nomination-entry: Mr. William Horrocks, fustian-cutter. [276, 1172, 405, 1183]
miscellany-list [1287, 56, 1527, 107]
average-prices-table [1287, 274, 1527, 324]
nomination-entry: Mr. William M'Cullum, tailor, Upper Rushall-street. [276, 727, 456, 738]
nomination-entry: Mr. James Wilkins, 8, Vincent-street, Bethnal-green. [276, 1503, 457, 1514]
district-name: MARYLEBONE. [537, 553, 602, 564]
nomination-entry: Mr. John Smith, dyer, Sowerby. [276, 1368, 386, 1379]
averages-cell: £ s. d. [1387, 303, 1408, 313]
meeting-notice: Bradford.—Mr. Smyth will deliver a lecture on the Rights of the Industrious Classes at the People's Charter, at Mr. White's, Wareham, Manchester Road, on Sunday next, at two o'clock in the afternoon. [24, 519, 264, 550]
nomination-entry: Mr. Vincent Pakes, plasterer, 35, Exeter-street, Lisson-grove. [276, 615, 486, 626]
local-news-list-2 [1035, 56, 1275, 678]
subscriber-name: Mr. Lancaster, Wakefield [1289, 137, 1376, 148]
meeting-notice: Belper.—There will be a delegate meeting held at the house of Mr. J. Vickers, Bridge-street, on the first Sunday in January, to commence at two o'clock in the afternoon, when important business will be transacted. [24, 808, 264, 849]
nomination-place: WOODHOUSE. [363, 867, 430, 878]
district-name: NEWCASTLE. [537, 442, 595, 453]
newspaper-title: THE NORTHERN STAR. [499, 12, 1052, 45]
market-report: London Corn Exchange, Monday, Dec. 20.—There was a limited supply of Wheat from Essex, Kent, and Suffolk this morning, but a fair quantity of Barley, Beans, and Peas. [1287, 581, 1528, 612]
nominations-list [277, 560, 517, 1574]
averages-cell: Qrs. [1464, 283, 1480, 293]
news-item: Surrey.—The Council met on Sunday, and transacted a variety of local business, after which they adjourned to the Joan of Arc, East-lane, Walworth, on Sunday next, at half-past two. [782, 95, 1022, 126]
subscription-row [1287, 148, 1527, 158]
column-2 [270, 56, 523, 2252]
meeting-notice: Mr. M'Douall's Route for the ensuing week:—Nottingham, Sunday; Carlton, Monday; New Basford, Tuesday; Arnold, Wednesday; and New Lenton, Thursday. [24, 315, 264, 346]
nomination-entry: Mr. James Ardery, 10, Phipp-street, Holywell-Mount, sub-Secretary. [276, 1535, 512, 1546]
nomination-place: CHORLTON AND HULME. [338, 960, 455, 971]
nomination-entry: Mr. William Jennings, spinner, Sowerby. [276, 1389, 417, 1400]
meeting-notice: Mr. Bairstow will deliver a second lecture in the Town Hall, on Wednesday, the 29th inst. Subject—"The origin, rise, progress, principles, objects, and prospects of Chartism." [24, 1197, 264, 1228]
averages-cell: Wheat. [1296, 273, 1323, 283]
news-item: On Wednesday afternoon, in St. Jude's Church, Liverpool, five persons, all of mature years, in the presence of a crowded congregation, publicly abjured the errors of the Church of Rome, in which they had been nurtured. [1034, 319, 1275, 360]
article-paragraph: The Jury, after consulting together, then returned a verdict, "That the deceased died from want of food, and the common necessaries of life, and without medical care or the proper attention of the parochial authorities." [529, 392, 770, 432]
subscriber-name: Mr. W. Sudderfield [1289, 127, 1356, 138]
subscription-amount: 0 14 [1509, 127, 1526, 138]
nomination-entry: Mr. Eli Royle, ditto. [276, 1139, 346, 1150]
district-report: NEWCASTLE. — The Newcastle Chartist Association met on Monday evening, as usual, for business. Mr. Harrison having been appointed to the chair, Mr. Sinclair read the minutes of the last meeting. A lengthy discussion took place regarding the election of a person to attend the forthcoming Convention, when it was decided that it should be deferred until Mr. O'Brien's arrival. [529, 442, 770, 503]
bankrupts-heading: BANKRUPTS. [366, 357, 427, 368]
meeting-notice: Hebden Bridge.—Mr. T. Jackson, of Manchester, will preach three sermons on Sunday, the 26th inst.—one at Hebden Bridge, one in Wadsworth, and the other at Mytholmroyd. [24, 920, 264, 951]
district-name: DURHAM. [537, 503, 580, 514]
averages-cell: 0 [1432, 293, 1437, 303]
column-5 [1028, 56, 1281, 2252]
meeting-notice: Sheffield.—Chartist Soiree.—A public tea will be held at the Charter Association Room, Fig-tree-lane, on Tuesday, the 28th inst., for the benefit of the funds. [24, 1094, 264, 1125]
averages-cell: Barley. [1341, 273, 1367, 283]
averages-cell: £ s. d. [1344, 303, 1365, 313]
bankrupt-entry: Stephen Winn Harrison, Bristol, builder, Dec. 31, at two, Feb. 1, at eleven, at the Commercial Rooms, Bristol. [276, 369, 517, 390]
nomination-entry: Mr. John Charles Sanders, carpenter, 27, Star-street, Edgeware-road. [276, 604, 513, 615]
nomination-place: LYNN, NORFOLK. [356, 1209, 437, 1220]
nomination-entry: Mr. John Roach, boiler-maker, 3, Billington-street, Chorlton. [276, 1026, 486, 1037]
district-name: BIRMINGHAM. [537, 594, 601, 605]
nomination-entry: Mr. Charles Hutchinson, carver and gilder, 18, Paddington-street, Portman-square. [276, 637, 517, 658]
meeting-notice: Upper Worthing.—Mr. Dawson, of Leeds, has kindly consented to preach, afternoon and evening, on Sunday next. [24, 716, 264, 737]
nomination-entry: Mr. William Bell, hair-dealer, 1, Hargreave-street, Hulme. [276, 1015, 476, 1026]
nomination-entry: Mr. Frederick Wedon, 2, White-row, Spitalfields. [276, 1481, 446, 1492]
nomination-place: DAVYHULME. [364, 1116, 429, 1127]
district-report: DURHAM. — At the meeting lately held in this city, to congratulate her Majesty on the birth of a prince, Messrs. Rowntree and Carr, on behalf of the Chartists, moved an amendment to the address, praying her Majesty to institute an inquiry into the causes of the distress at present existing in the country. [529, 503, 770, 553]
nomination-entry: Mr. George Golledge, 7, Essex-street, Kingsland-road. [276, 1492, 465, 1503]
imprint-note: All Communications must be addressed, (Post-paid) to J. Hobson, Northern Star Office, Leeds. [1287, 733, 1528, 753]
district-text: The Chartist Press.—Means of extending its efficiency.—At a recent meeting of the Chartists, it was resolved to establish a Chartist Loan Tract Society, to be formed for Hunslet; and that a circular be sent to all the Chartist Associations in the country. [529, 553, 770, 594]
nomination-entry: Mr. James Brown, sub-Secretary. [276, 1319, 391, 1330]
nomination-entry: Mr. John Madge, carpenter, 32, Queen-street, Paddington. [276, 593, 476, 604]
